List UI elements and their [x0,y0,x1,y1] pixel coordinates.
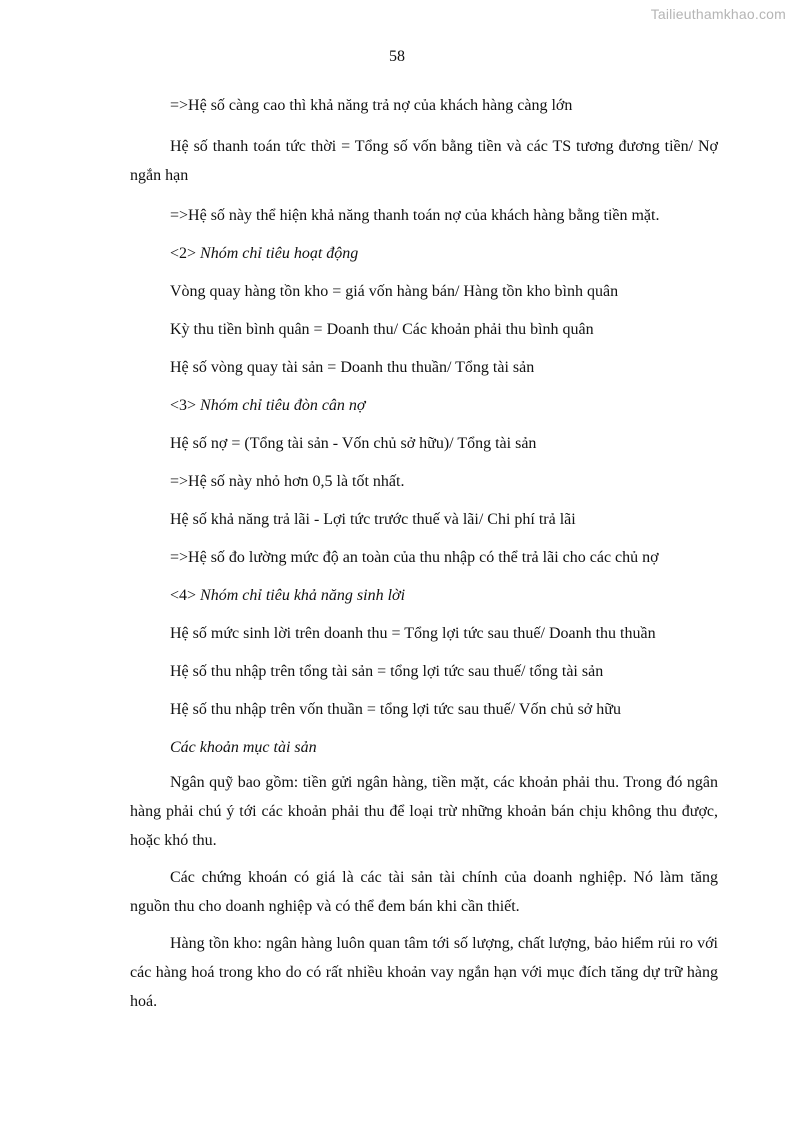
text-line: Hệ số mức sinh lời trên doanh thu = Tổng lợi tức sau thuế/ Doanh thu thuần [170,625,656,642]
text-line: =>Hệ số đo lường mức độ an toàn của thu nhập có thể trả lãi cho các chủ nợ [170,549,659,566]
section-title: Nhóm chỉ tiêu hoạt động [200,245,359,262]
text-line: Hệ số khả năng trả lãi - Lợi tức trước thuế và lãi/ Chi phí trả lãi [170,511,576,528]
page-number: 58 [389,48,405,65]
text-line: Kỳ thu tiền bình quân = Doanh thu/ Các khoản phải thu bình quân [170,321,594,338]
text-line: Hệ số thu nhập trên tổng tài sản = tổng lợi tức sau thuế/ tổng tài sản [170,663,604,680]
text-line: Hệ số vòng quay tài sản = Doanh thu thuần/ Tổng tài sản [170,359,535,376]
text-line: =>Hệ số này thể hiện khả năng thanh toán nợ của khách hàng bằng tiền mặt. [170,207,660,224]
paragraph: Ngân quỹ bao gồm: tiền gửi ngân hàng, tiền mặt, các khoản phải thu. Trong đó ngân hàng phải chú ý tới các khoản phải thu để loại trừ những khoản bán chịu không thu được, hoặc khó thu. [130,774,718,849]
text-line: Hệ số thu nhập trên vốn thuần = tổng lợi tức sau thuế/ Vốn chủ sở hữu [170,701,621,718]
section-number: <2> [170,245,201,262]
section-title: Nhóm chỉ tiêu khả năng sinh lời [200,587,406,604]
section-title: Nhóm chỉ tiêu đòn cân nợ [200,397,366,414]
document-body [130,94,718,1016]
watermark: Tailieuthamkhao.com [650,6,786,22]
section-number: <4> [170,587,201,604]
section-heading [130,584,718,608]
section-title: Các khoản mục tài sản [170,739,317,756]
section-heading [130,394,718,418]
section-number: <3> [170,397,201,414]
section-heading [130,242,718,266]
paragraph: Hàng tồn kho: ngân hàng luôn quan tâm tới số lượng, chất lượng, bảo hiểm rủi ro với các hàng hoá trong kho do có rất nhiều khoản vay ngắn hạn với mục đích tăng dự trữ hàng hoá. [130,935,718,1010]
text-line: Vòng quay hàng tồn kho = giá vốn hàng bán/ Hàng tồn kho bình quân [170,283,619,300]
text-line: =>Hệ số càng cao thì khả năng trả nợ của khách hàng càng lớn [170,97,573,114]
paragraph: Các chứng khoán có giá là các tài sản tài chính của doanh nghiệp. Nó làm tăng nguồn thu cho doanh nghiệp và có thể đem bán khi cần thiết. [130,869,718,915]
text-line: Hệ số nợ = (Tổng tài sản - Vốn chủ sở hữu)/ Tổng tài sản [170,435,537,452]
paragraph: Hệ số thanh toán tức thời = Tổng số vốn bằng tiền và các TS tương đương tiền/ Nợ ngắn hạn [130,138,718,184]
text-line: =>Hệ số này nhỏ hơn 0,5 là tốt nhất. [170,473,405,490]
